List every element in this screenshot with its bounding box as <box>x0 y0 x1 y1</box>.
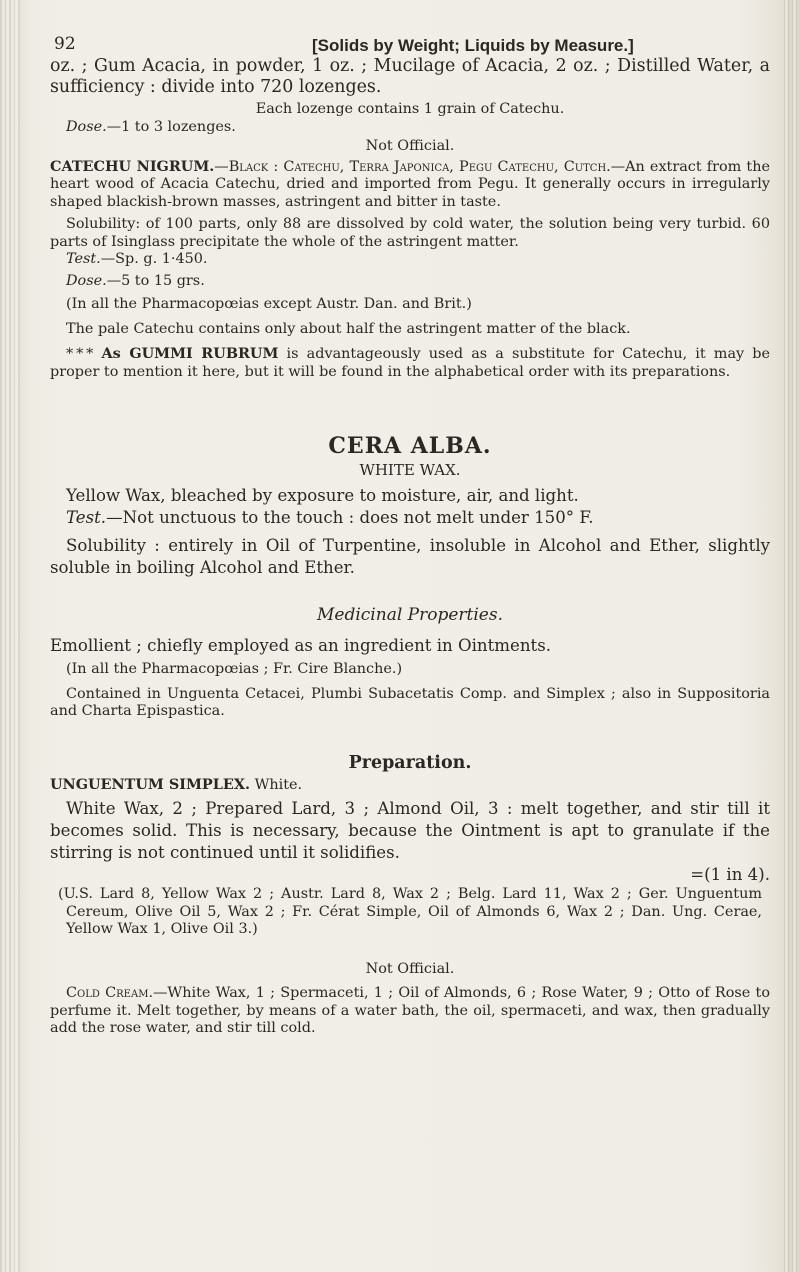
pale-catechu-note: The pale Catechu contains only about half the astringent matter of the black. <box>66 320 631 337</box>
gummi-rubrum-note <box>50 345 770 381</box>
not-official-label: Not Official. <box>365 138 455 154</box>
contained-in-text: Contained in Unguenta Cetacei, Plumbi Subacetatis Comp. and Simplex ; also in Suppositoria and Charta Epispastica. <box>50 685 770 719</box>
cera-alba-title: CERA ALBA. <box>328 433 492 459</box>
catechu-entry <box>50 158 770 212</box>
catechu-solubility: Solubility: of 100 parts, only 88 are dissolved by cold water, the solution being very turbid. 60 parts of Isinglass precipitate the whole of the astringent matter. <box>50 216 770 250</box>
unguentum-suffix: White. <box>250 776 303 793</box>
catechu-pharmacopoeias: (In all the Pharmacopœias except Austr. Dan. and Brit.) <box>66 296 472 312</box>
asterism: * * * <box>66 346 94 362</box>
catechu-description: —An extract from the heart wood of Acacia Catechu, dried and imported from Pegu. It generally occurs in irregularly shaped blackish-brown masses, astringent and bitter in taste. <box>50 158 770 210</box>
test-label: Test. <box>66 251 101 267</box>
cold-cream-text: —White Wax, 1 ; Spermaceti, 1 ; Oil of Almonds, 6 ; Rose Water, 9 ; Otto of Rose to perfume it. Melt together, by means of a water bath, the oil, spermaceti, and wax, then gradually add the rose water, and stir till cold. <box>50 985 770 1036</box>
catechu-title: CATECHU NIGRUM. <box>50 157 215 175</box>
cera-test <box>50 507 770 529</box>
lozenge-dose <box>50 119 770 137</box>
preparation-heading: Preparation. <box>348 752 472 773</box>
test-text: —Not unctuous to the touch : does not melt under 150° F. <box>106 508 594 527</box>
preparation-ratio: =(1 in 4). <box>690 865 770 884</box>
cera-alba-subtitle: WHITE WAX. <box>359 461 461 479</box>
cera-solubility: Solubility : entirely in Oil of Turpentine, insoluble in Alcohol and Ether, slightly soluble in boiling Alcohol and Ether. <box>50 536 770 577</box>
catechu-test <box>50 251 770 269</box>
binding-gutter <box>0 0 20 1272</box>
emollient-text: Emollient ; chiefly employed as an ingredient in Ointments. <box>50 636 551 655</box>
gummi-rubrum-name: As GUMMI RUBRUM <box>101 345 279 362</box>
dose-text: —1 to 3 lozenges. <box>106 118 236 135</box>
dose-label: Dose. <box>66 272 107 289</box>
running-head <box>50 12 770 55</box>
preparation-recipe: White Wax, 2 ; Prepared Lard, 3 ; Almond Oil, 3 : melt together, and stir till it becomes solid. This is necessary, because the Ointment is apt to granulate if the stirring is not continued until it solidifies. <box>50 799 770 862</box>
cera-pharmacopoeias: (In all the Pharmacopœias ; Fr. Cire Blanche.) <box>66 661 403 677</box>
cold-cream-entry <box>50 985 770 1038</box>
test-text: —Sp. g. 1·450. <box>100 251 208 267</box>
catechu-dose <box>50 273 770 291</box>
medicinal-properties-heading: Medicinal Properties. <box>317 605 503 625</box>
cera-description: Yellow Wax, bleached by exposure to moisture, air, and light. <box>66 486 579 505</box>
gummi-rubrum-text: is advantageously used as a substitute for Catechu, it may be proper to mention it here, but it will be found in the alphabetical order with its preparations. <box>50 346 771 380</box>
gum-acacia-line: oz. ; Gum Acacia, in powder, 1 oz. ; Mucilage of Acacia, 2 oz. ; Distilled Water, a sufficiency : divide into 720 lozenges. <box>50 56 770 97</box>
unguentum-name: UNGUENTUM SIMPLEX. <box>50 775 251 793</box>
text-column <box>50 12 770 1038</box>
dose-text: —5 to 15 grs. <box>106 272 205 289</box>
not-official-label: Not Official. <box>365 960 455 977</box>
each-lozenge-note: Each lozenge contains 1 grain of Catechu. <box>255 101 565 117</box>
unguentum-simplex-line <box>50 776 770 795</box>
page-number: 92 <box>54 34 76 54</box>
cold-cream-title: Cold Cream. <box>66 985 154 1001</box>
page-edge <box>784 0 800 1272</box>
running-title: [Solids by Weight; Liquids by Measure.] <box>312 36 634 55</box>
preparation-variants: (U.S. Lard 8, Yellow Wax 2 ; Austr. Lard 8, Wax 2 ; Belg. Lard 11, Wax 2 ; Ger. Unguentum Cereum, Olive Oil 5, Wax 2 ; Fr. Cérat Simple, Oil of Almonds 6, Wax 2 ; Dan. Ung. Cerae, Yellow Wax 1, Olive Oil 3.) <box>58 886 762 937</box>
dose-label: Dose. <box>66 118 107 135</box>
catechu-synonyms: —Black : Catechu, Terra Japonica, Pegu Catechu, Cutch. <box>214 158 611 175</box>
test-label: Test. <box>66 508 107 527</box>
